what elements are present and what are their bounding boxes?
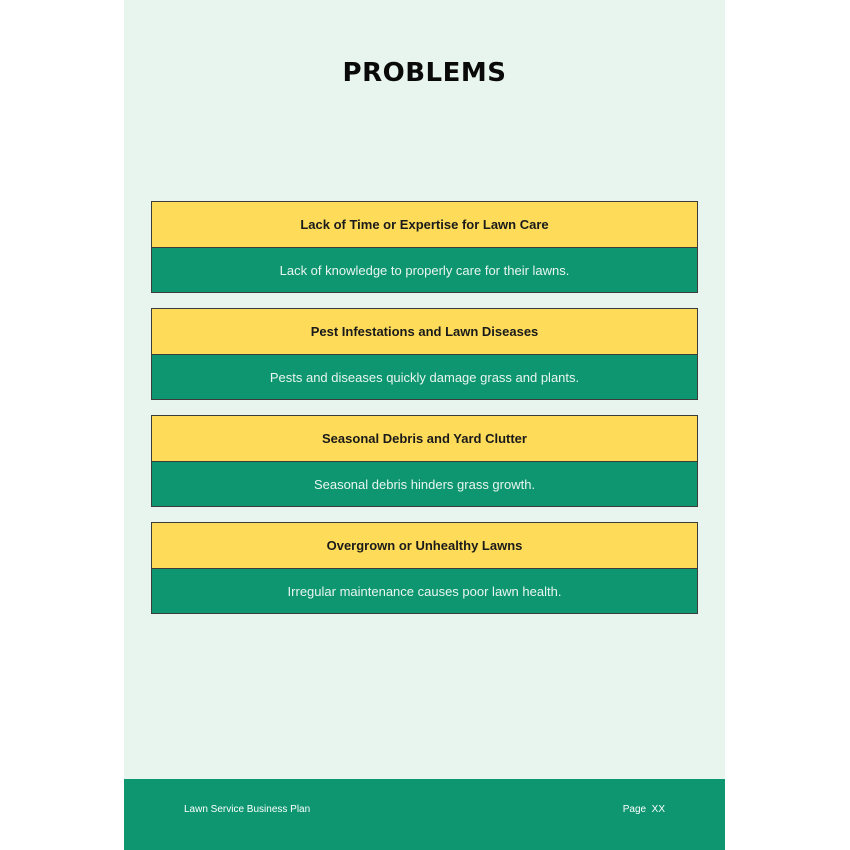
page-title: PROBLEMS — [342, 58, 507, 88]
problem-card — [151, 522, 698, 614]
problem-description: Pests and diseases quickly damage grass and plants. — [152, 355, 697, 399]
problem-card — [151, 201, 698, 293]
problem-card — [151, 415, 698, 507]
problem-heading: Pest Infestations and Lawn Diseases — [152, 309, 697, 355]
problem-list — [151, 201, 698, 629]
footer-page-number: Page XX — [622, 804, 665, 815]
document-page — [124, 0, 725, 850]
problem-description: Lack of knowledge to properly care for their lawns. — [152, 248, 697, 292]
problem-heading: Seasonal Debris and Yard Clutter — [152, 416, 697, 462]
problem-card — [151, 308, 698, 400]
problem-description: Seasonal debris hinders grass growth. — [152, 462, 697, 506]
footer-document-name: Lawn Service Business Plan — [184, 804, 311, 815]
problem-description: Irregular maintenance causes poor lawn health. — [152, 569, 697, 613]
problem-heading: Overgrown or Unhealthy Lawns — [152, 523, 697, 569]
problem-heading: Lack of Time or Expertise for Lawn Care — [152, 202, 697, 248]
page-footer — [124, 779, 725, 850]
